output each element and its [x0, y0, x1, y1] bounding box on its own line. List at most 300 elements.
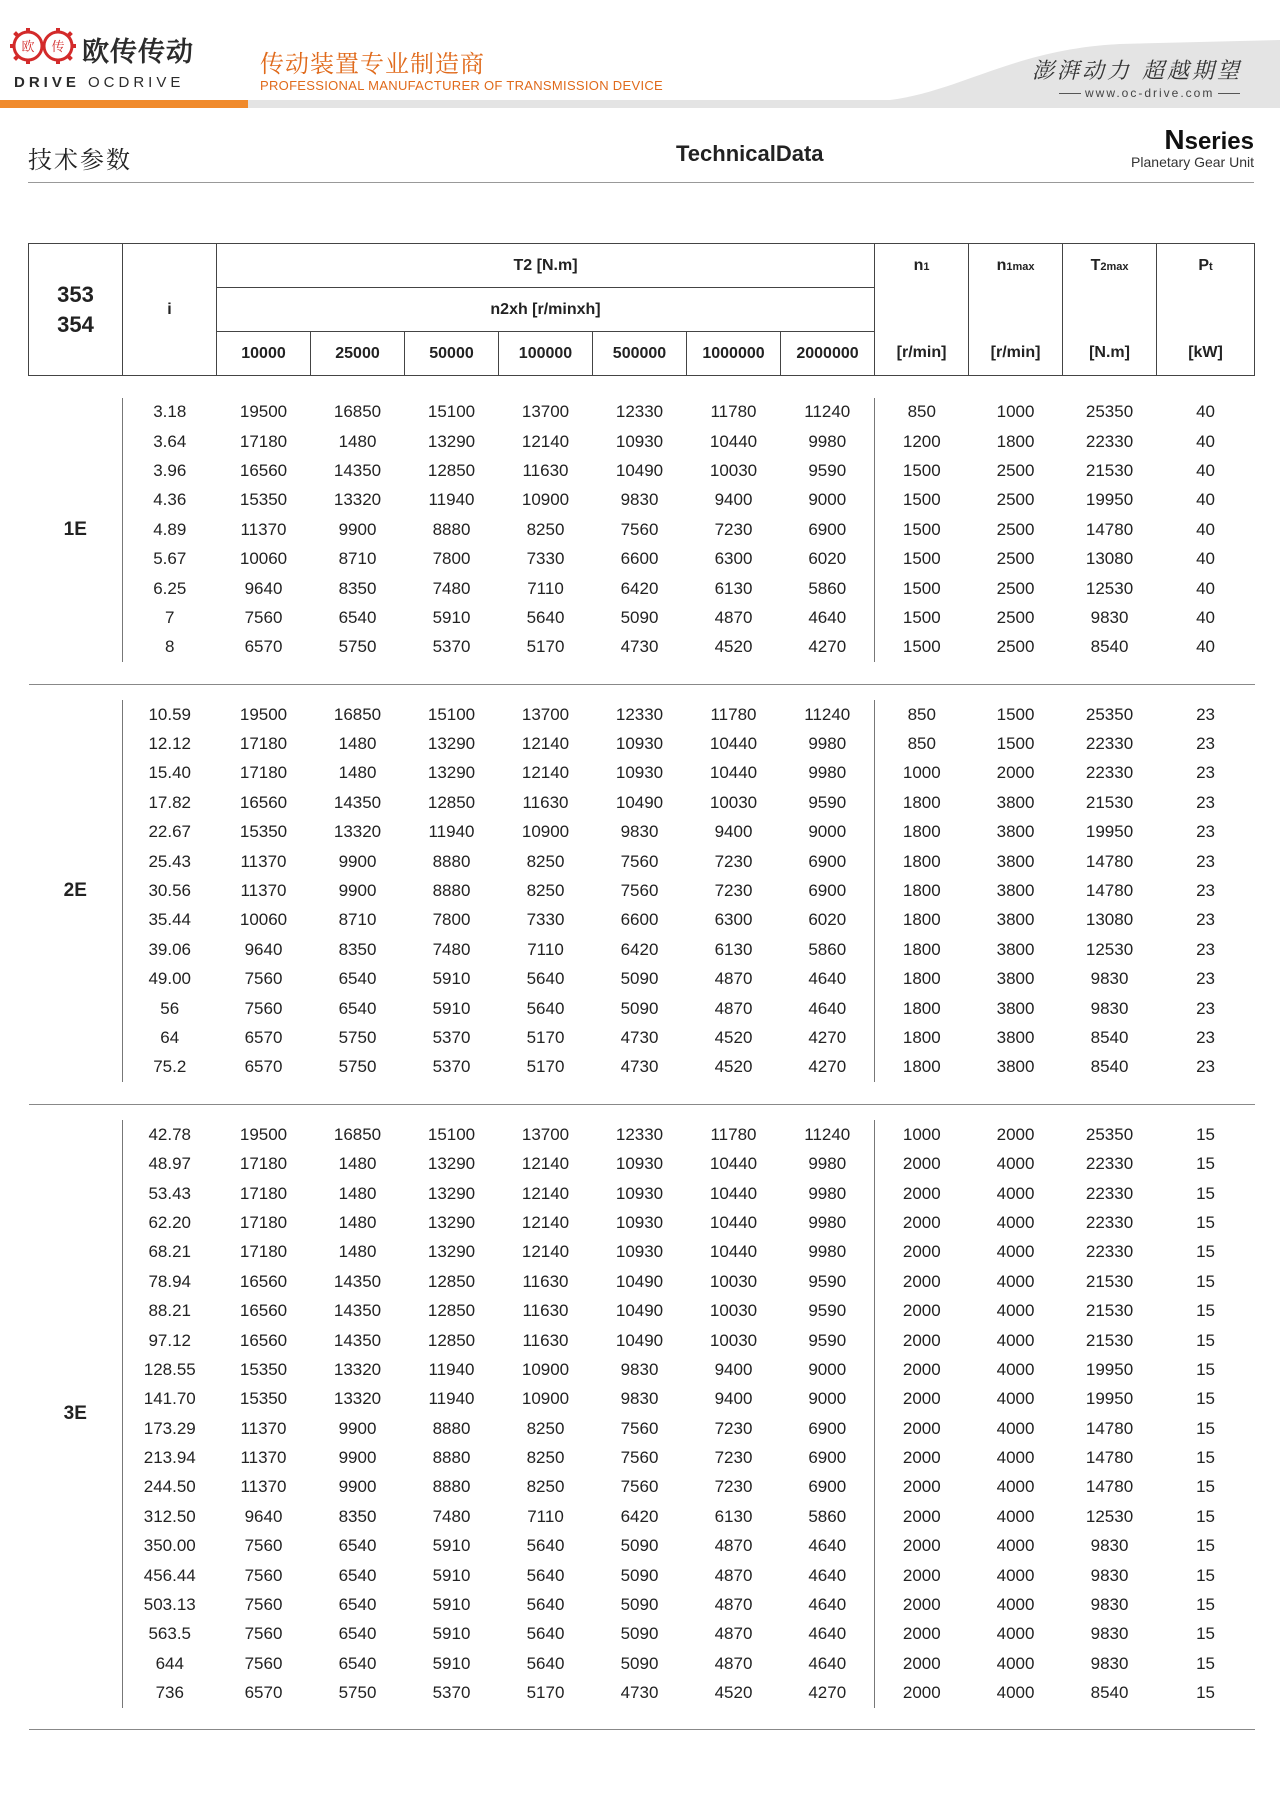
t2-cell: 12140 [521, 1212, 570, 1232]
t2-cell: 6020 [781, 906, 875, 935]
page-title-english: TechnicalData [676, 141, 824, 166]
t2-cell: 10440 [709, 1242, 758, 1262]
t2max-cell: 22330 [1085, 1183, 1134, 1203]
t2-cell: 4870 [714, 1624, 753, 1644]
t2-cell: 15350 [239, 1359, 288, 1379]
n1max-cell: 1500 [996, 704, 1035, 724]
n1-cell: 2000 [902, 1389, 941, 1409]
ratio-cell: 75.2 [123, 1053, 217, 1082]
model-header [29, 244, 123, 376]
t2-cell: 11630 [522, 1271, 569, 1291]
ratio-cell: 4.89 [123, 515, 217, 544]
t2-cell: 5370 [432, 637, 471, 657]
t2-cell: 9830 [620, 822, 659, 842]
pt-cell: 23 [1196, 763, 1215, 783]
table-row [29, 1620, 1255, 1649]
t2max-cell: 14780 [1085, 519, 1134, 539]
t2-cell: 8710 [338, 549, 377, 569]
n1max-cell: 2000 [996, 1124, 1035, 1144]
t2-cell: 9640 [244, 939, 283, 959]
ratio-cell: 3.18 [123, 398, 217, 427]
t2-cell: 9900 [338, 1448, 377, 1468]
t2-cell: 17180 [239, 431, 288, 451]
t2-cell: 12330 [615, 704, 664, 724]
pt-cell: 40 [1196, 431, 1215, 451]
t2max-cell: 9830 [1090, 1536, 1129, 1556]
t2-cell: 15100 [427, 402, 476, 422]
n2-header: n2xh [r/minxh] [217, 288, 875, 332]
t2-cell: 7560 [244, 1595, 283, 1615]
t2-cell: 7560 [620, 519, 659, 539]
t2-cell: 10930 [615, 1242, 664, 1262]
company-logo[interactable] [8, 24, 208, 94]
t2-cell: 19500 [239, 402, 288, 422]
t2-cell: 5640 [526, 1595, 565, 1615]
table-row [29, 1561, 1255, 1590]
t2-cell: 7230 [714, 1448, 753, 1468]
table-row [29, 1355, 1255, 1384]
t2-cell: 9900 [338, 519, 377, 539]
unit-n1max: [r/min] [969, 332, 1063, 376]
t2-cell: 5910 [432, 1565, 471, 1585]
t2-cell: 9980 [781, 759, 875, 788]
pt-cell: 15 [1196, 1359, 1215, 1379]
t2-cell: 8250 [526, 851, 565, 871]
table-row [29, 994, 1255, 1023]
table-row [29, 1326, 1255, 1355]
t2-cell: 9980 [781, 1208, 875, 1237]
n1-cell: 1500 [902, 578, 941, 598]
ratio-cell: 456.44 [123, 1561, 217, 1590]
t2-cell: 9980 [781, 729, 875, 758]
t2-cell: 4270 [781, 633, 875, 662]
t2-cell: 4640 [781, 1532, 875, 1561]
unit-t2max: [N.m] [1063, 332, 1157, 376]
ratio-cell: 15.40 [123, 759, 217, 788]
t2max-cell: 9830 [1090, 607, 1129, 627]
table-row [29, 398, 1255, 427]
t2max-cell: 8540 [1090, 637, 1129, 657]
t2-cell: 4870 [714, 969, 753, 989]
t2-cell: 4270 [781, 1023, 875, 1052]
t2-cell: 8350 [338, 578, 377, 598]
t2-cell: 6570 [244, 1028, 283, 1047]
t2-cell: 10440 [709, 763, 758, 783]
t2-cell: 4730 [620, 637, 659, 657]
t2max-cell: 9830 [1090, 969, 1129, 989]
pt-cell: 15 [1196, 1683, 1215, 1703]
n1max-cell: 4000 [996, 1359, 1035, 1379]
t2-cell: 7560 [244, 1624, 283, 1644]
t2-header: T2 [N.m] [217, 244, 875, 288]
table-row [29, 1296, 1255, 1325]
t2-cell: 9640 [244, 1506, 283, 1526]
t2-cell: 14350 [333, 1330, 382, 1350]
n1max-cell: 2500 [996, 460, 1035, 480]
t2-cell: 12850 [427, 1330, 476, 1350]
ratio-cell: 213.94 [123, 1443, 217, 1472]
t2-cell: 9900 [338, 1477, 377, 1497]
t2-cell: 4640 [781, 1649, 875, 1678]
t2-cell: 9400 [714, 490, 753, 510]
t2-cell: 17180 [239, 1212, 288, 1232]
n1max-cell: 4000 [996, 1477, 1035, 1497]
t2-cell: 8880 [432, 1448, 471, 1468]
t2-cell: 7110 [527, 1506, 564, 1526]
t2-cell: 10440 [709, 1183, 758, 1203]
ratio-cell: 503.13 [123, 1590, 217, 1619]
t2-cell: 12850 [427, 1301, 476, 1321]
n1max-cell: 4000 [996, 1418, 1035, 1438]
pt-header: Pt [1157, 244, 1255, 288]
t2-cell: 13700 [521, 402, 570, 422]
t2-cell: 16560 [239, 792, 288, 812]
t2-cell: 10030 [709, 792, 758, 812]
ratio-cell: 22.67 [123, 818, 217, 847]
motto-chinese: 澎湃动力 超越期望 [1032, 59, 1242, 84]
t2-cell: 11780 [710, 402, 757, 422]
t2-cell: 10900 [521, 1359, 570, 1379]
n1-cell: 2000 [902, 1301, 941, 1321]
t2-cell: 7560 [620, 1418, 659, 1438]
t2-cell: 7560 [244, 969, 283, 989]
n1max-cell: 4000 [996, 1536, 1035, 1556]
pt-cell: 15 [1196, 1506, 1215, 1526]
t2-cell: 6130 [714, 939, 753, 959]
ratio-cell: 173.29 [123, 1414, 217, 1443]
t2-cell: 5910 [432, 1536, 471, 1556]
t2-cell: 10490 [615, 1330, 664, 1350]
hours-header: 500000 [593, 332, 687, 376]
t2-cell: 17180 [239, 1242, 288, 1262]
t2-cell: 16560 [239, 1301, 288, 1321]
t2-cell: 6900 [781, 847, 875, 876]
t2-cell: 13290 [427, 763, 476, 783]
t2-cell: 7330 [526, 549, 565, 569]
table-row [29, 544, 1255, 573]
t2-cell: 15100 [427, 1124, 476, 1144]
ratio-cell: 644 [123, 1649, 217, 1678]
t2-cell: 9400 [714, 1359, 753, 1379]
t2-cell: 13290 [427, 734, 476, 754]
t2-cell: 10440 [709, 1154, 758, 1174]
series-subtitle: Planetary Gear Unit [1131, 154, 1254, 170]
table-row [29, 1208, 1255, 1237]
t2max-cell: 22330 [1085, 1212, 1134, 1232]
n1-cell: 1000 [902, 1124, 941, 1144]
t2-cell: 7800 [432, 910, 471, 930]
table-row [29, 818, 1255, 847]
table-row [29, 1590, 1255, 1619]
n1-cell: 2000 [902, 1477, 941, 1497]
t2-cell: 6020 [781, 544, 875, 573]
t2max-cell: 8540 [1090, 1028, 1129, 1047]
title-divider [28, 182, 1254, 183]
table-row [29, 1149, 1255, 1178]
t2-cell: 5750 [338, 1028, 377, 1047]
t2-cell: 10490 [615, 1271, 664, 1291]
t2-cell: 5640 [526, 1565, 565, 1585]
t2-cell: 5640 [526, 607, 565, 627]
t2-cell: 1480 [338, 734, 377, 754]
t2max-cell: 22330 [1085, 734, 1134, 754]
t2max-cell: 9830 [1090, 1565, 1129, 1585]
header-grey-band [248, 100, 1280, 108]
n1max-cell: 4000 [996, 1389, 1035, 1409]
pt-cell: 15 [1196, 1565, 1215, 1585]
series-letter: N [1164, 124, 1185, 155]
pt-cell: 23 [1196, 822, 1215, 842]
t2-cell: 11940 [428, 1389, 475, 1409]
table-row [29, 788, 1255, 817]
t2-cell: 7560 [244, 1653, 283, 1673]
t2-cell: 4730 [620, 1683, 659, 1703]
t2-cell: 8250 [526, 1448, 565, 1468]
ratio-cell: 6.25 [123, 574, 217, 603]
t2-cell: 19500 [239, 704, 288, 724]
t2-cell: 10440 [709, 431, 758, 451]
t2max-cell: 19950 [1085, 1389, 1134, 1409]
t2-cell: 4640 [781, 1561, 875, 1590]
t2-cell: 4270 [781, 1053, 875, 1082]
n1max-header: n1max [969, 244, 1063, 288]
t2-cell: 12140 [521, 431, 570, 451]
t2-cell: 9590 [781, 456, 875, 485]
t2-cell: 6570 [244, 1057, 283, 1077]
t2-cell: 9830 [620, 1389, 659, 1409]
ratio-cell: 350.00 [123, 1532, 217, 1561]
t2-cell: 9830 [620, 490, 659, 510]
t2-cell: 7230 [714, 519, 753, 539]
hours-header: 2000000 [781, 332, 875, 376]
n1-cell: 2000 [902, 1506, 941, 1526]
t2-cell: 7800 [432, 549, 471, 569]
t2-cell: 4870 [714, 1653, 753, 1673]
n1-cell: 1500 [902, 519, 941, 539]
t2-cell: 8250 [526, 1477, 565, 1497]
t2max-cell: 21530 [1085, 1271, 1134, 1291]
t2max-cell: 9830 [1090, 1595, 1129, 1615]
t2-cell: 6540 [338, 969, 377, 989]
t2max-cell: 25350 [1085, 402, 1134, 422]
n1max-cell: 4000 [996, 1595, 1035, 1615]
pt-cell: 15 [1196, 1124, 1215, 1144]
t2-cell: 10060 [239, 549, 288, 569]
n1max-cell: 3800 [996, 969, 1035, 989]
t2-cell: 16560 [239, 460, 288, 480]
table-row [29, 906, 1255, 935]
ratio-cell: 3.64 [123, 427, 217, 456]
page-header [0, 0, 1280, 110]
table-body [29, 376, 1255, 1730]
pt-cell: 40 [1196, 490, 1215, 510]
pt-cell: 15 [1196, 1271, 1215, 1291]
n1max-cell: 2000 [996, 763, 1035, 783]
t2max-cell: 21530 [1085, 1301, 1134, 1321]
t2-cell: 11370 [240, 851, 287, 871]
ratio-cell: 244.50 [123, 1473, 217, 1502]
t2-cell: 11630 [522, 1301, 569, 1321]
n1max-cell: 4000 [996, 1448, 1035, 1468]
table-row [29, 729, 1255, 758]
t2-cell: 1480 [338, 1183, 377, 1203]
t2-cell: 11630 [522, 460, 569, 480]
t2-cell: 9980 [781, 1179, 875, 1208]
company-website[interactable]: www.oc-drive.com [1055, 86, 1244, 100]
pt-cell: 15 [1196, 1154, 1215, 1174]
ratio-cell: 35.44 [123, 906, 217, 935]
t2-cell: 7560 [620, 1477, 659, 1497]
t2-cell: 6900 [781, 1443, 875, 1472]
table-row [29, 759, 1255, 788]
t2max-cell: 21530 [1085, 460, 1134, 480]
n1-cell: 1800 [902, 822, 941, 842]
t2-cell: 16560 [239, 1330, 288, 1350]
n1max-cell: 2500 [996, 578, 1035, 598]
n1-cell: 1500 [902, 490, 941, 510]
t2max-cell: 12530 [1085, 1506, 1134, 1526]
hours-header: 25000 [311, 332, 405, 376]
t2-cell: 13290 [427, 1242, 476, 1262]
table-row [29, 1443, 1255, 1472]
table-row [29, 1053, 1255, 1082]
pt-cell: 15 [1196, 1595, 1215, 1615]
unit-n1: [r/min] [875, 332, 969, 376]
t2-cell: 6540 [338, 1565, 377, 1585]
t2-cell: 4730 [620, 1028, 659, 1047]
n1max-cell: 4000 [996, 1212, 1035, 1232]
t2max-cell: 14780 [1085, 1418, 1134, 1438]
t2-cell: 11370 [240, 1448, 287, 1468]
t2-cell: 5910 [432, 998, 471, 1018]
pt-cell: 23 [1196, 1057, 1215, 1077]
table-row [29, 1023, 1255, 1052]
technical-data-table [28, 243, 1255, 1730]
t2-cell: 6130 [714, 578, 753, 598]
t2-cell: 8250 [526, 881, 565, 901]
t2-cell: 12140 [521, 1183, 570, 1203]
t2-cell: 12850 [427, 1271, 476, 1291]
n1max-cell: 3800 [996, 792, 1035, 812]
t2max-cell: 19950 [1085, 490, 1134, 510]
t2-cell: 1480 [338, 1212, 377, 1232]
n1-cell: 1500 [902, 607, 941, 627]
ratio-cell: 4.36 [123, 486, 217, 515]
n1-cell: 1800 [902, 851, 941, 871]
t2-cell: 4640 [781, 1590, 875, 1619]
pt-cell: 15 [1196, 1653, 1215, 1673]
pt-cell: 23 [1196, 910, 1215, 930]
t2max-cell: 8540 [1090, 1683, 1129, 1703]
t2-cell: 6420 [620, 578, 659, 598]
t2-cell: 9980 [781, 1238, 875, 1267]
t2max-cell: 22330 [1085, 431, 1134, 451]
n1-cell: 2000 [902, 1536, 941, 1556]
t2-cell: 8250 [526, 1418, 565, 1438]
n1max-cell: 2500 [996, 490, 1035, 510]
t2-cell: 10490 [615, 460, 664, 480]
t2-cell: 8880 [432, 1477, 471, 1497]
t2-cell: 17180 [239, 1183, 288, 1203]
ratio-header: i [123, 244, 217, 376]
table-row [29, 1179, 1255, 1208]
stage-label: 3E [63, 1403, 87, 1424]
ratio-cell: 17.82 [123, 788, 217, 817]
t2-cell: 9590 [781, 1296, 875, 1325]
table-row [29, 427, 1255, 456]
pt-cell: 23 [1196, 792, 1215, 812]
t2-cell: 10490 [615, 1301, 664, 1321]
t2max-cell: 14780 [1085, 1448, 1134, 1468]
t2max-header: T2max [1063, 244, 1157, 288]
logo-badge-right: 传 [51, 40, 65, 55]
t2-cell: 6900 [781, 1414, 875, 1443]
t2-cell: 6900 [781, 876, 875, 905]
t2-cell: 4520 [714, 637, 753, 657]
pt-cell: 15 [1196, 1624, 1215, 1644]
ratio-cell: 10.59 [123, 700, 217, 729]
n1max-cell: 1500 [996, 734, 1035, 754]
t2-cell: 13290 [427, 1212, 476, 1232]
hours-header: 10000 [217, 332, 311, 376]
t2-cell: 10930 [615, 1212, 664, 1232]
t2-cell: 9830 [620, 1359, 659, 1379]
t2-cell: 13700 [521, 1124, 570, 1144]
ratio-cell: 88.21 [123, 1296, 217, 1325]
t2-cell: 4870 [714, 1536, 753, 1556]
t2max-cell: 19950 [1085, 822, 1134, 842]
logo-en-rest: OCDRIVE [88, 74, 185, 91]
t2-cell: 11240 [781, 700, 875, 729]
t2max-cell: 13080 [1085, 910, 1134, 930]
t2-cell: 7480 [432, 939, 471, 959]
t2-cell: 6900 [781, 515, 875, 544]
t2-cell: 5090 [620, 1536, 659, 1556]
t2-cell: 1480 [338, 763, 377, 783]
model-number-top: 353 [57, 281, 94, 307]
n1-cell: 1800 [902, 792, 941, 812]
ratio-cell: 3.96 [123, 456, 217, 485]
t2-cell: 4640 [781, 603, 875, 632]
ratio-cell: 7 [123, 603, 217, 632]
technical-data-table-wrapper [28, 243, 1254, 1730]
t2max-cell: 12530 [1085, 578, 1134, 598]
pt-cell: 40 [1196, 402, 1215, 422]
t2-cell: 1480 [338, 1154, 377, 1174]
n1max-cell: 4000 [996, 1242, 1035, 1262]
t2-cell: 15350 [239, 822, 288, 842]
n1max-cell: 4000 [996, 1683, 1035, 1703]
ratio-cell: 78.94 [123, 1267, 217, 1296]
n1max-cell: 3800 [996, 939, 1035, 959]
t2-cell: 5640 [526, 1653, 565, 1673]
t2-cell: 12850 [427, 792, 476, 812]
t2-cell: 19500 [239, 1124, 288, 1144]
t2-cell: 4870 [714, 1565, 753, 1585]
t2-cell: 7110 [527, 578, 564, 598]
t2-cell: 13320 [333, 822, 382, 842]
pt-cell: 15 [1196, 1418, 1215, 1438]
logo-badge-left: 欧 [21, 40, 35, 55]
n1max-cell: 3800 [996, 851, 1035, 871]
t2-cell: 6420 [620, 1506, 659, 1526]
t2-cell: 6540 [338, 998, 377, 1018]
n1-cell: 2000 [902, 1418, 941, 1438]
ratio-cell: 128.55 [123, 1355, 217, 1384]
n1max-cell: 2500 [996, 637, 1035, 657]
t2-cell: 12850 [427, 460, 476, 480]
n1-cell: 2000 [902, 1271, 941, 1291]
